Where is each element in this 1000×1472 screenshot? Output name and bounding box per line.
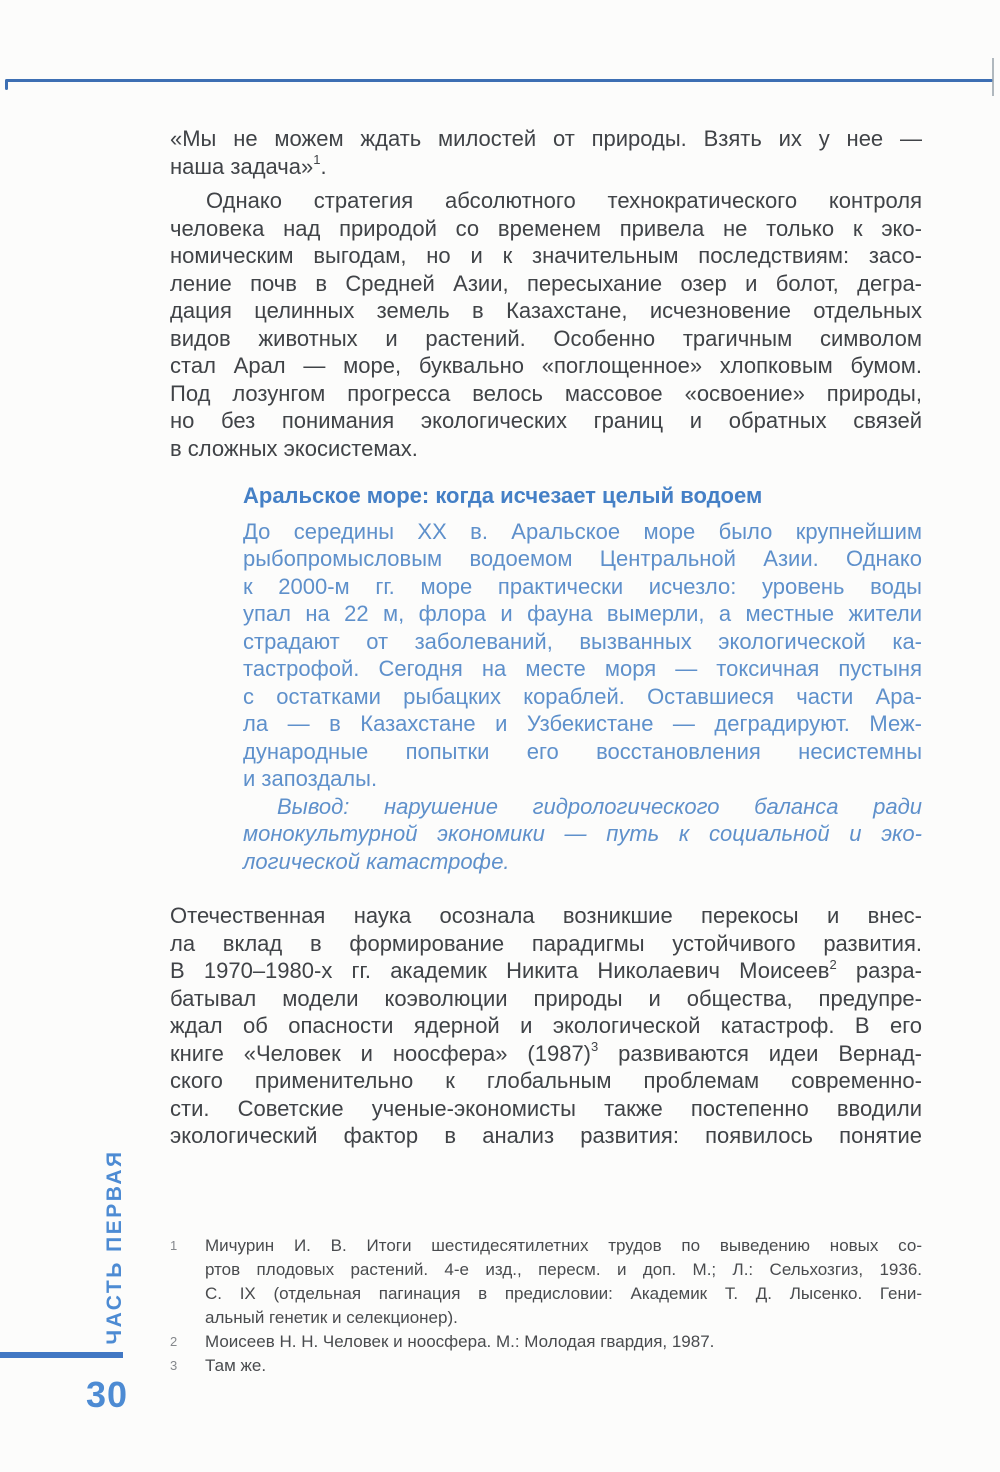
- text-line: До середины XX в. Аральское море было крупнейшим: [243, 518, 922, 544]
- footnote-2: [170, 1330, 922, 1354]
- footnote-1: [170, 1234, 922, 1330]
- footnote-marker: 1: [170, 1237, 178, 1253]
- aral-callout: [243, 482, 922, 875]
- body-paragraph-1: [170, 187, 922, 462]
- text-line: батывал модели коэволюции природы и общества, предупре-: [170, 985, 922, 1011]
- text-line: человека над природой со временем привела не только к эко-: [170, 215, 922, 241]
- text-line: альный генетик и селекционер).: [205, 1307, 458, 1327]
- callout-heading: Аральское море: когда исчезает целый водоем: [243, 483, 763, 508]
- top-rule: [5, 79, 993, 82]
- text-line: тастрофой. Сегодня на месте моря — токсичная пустыня: [243, 656, 922, 681]
- text-line: дународные попытки его восстановления несистемны: [243, 738, 922, 764]
- part-label: ЧАСТЬ ПЕРВАЯ: [103, 1149, 126, 1345]
- text-line: Однако стратегия абсолютного технократического контроля: [206, 188, 922, 213]
- text-line: страдают от заболеваний, вызванных экологической ка-: [243, 628, 922, 654]
- callout-body: [243, 518, 922, 793]
- text-line: ла вклад в формирование парадигмы устойчивого развития.: [170, 930, 922, 956]
- text-line: ление почв в Средней Азии, пересыхание озер и болот, дегра-: [170, 270, 922, 296]
- footnote-text: Моисеев Н. Н. Человек и ноосфера. М.: Молодая гвардия, 1987.: [205, 1331, 715, 1351]
- text-line: монокультурной экономики — путь к социальной и эко-: [243, 821, 922, 846]
- text-line: логической катастрофе.: [243, 848, 510, 874]
- text-line: Отечественная наука осознала возникшие перекосы и внес-: [170, 903, 922, 928]
- footnote-ref-2: 2: [829, 956, 837, 972]
- text-line: рыбопромысловым водоемом Центральной Азии. Однако: [243, 546, 922, 571]
- text-line: Под лозунгом прогресса велось массовое «освоение» природы,: [170, 380, 922, 406]
- text-column: [170, 125, 922, 1378]
- text-line: ла — в Казахстане и Узбекистане — деградируют. Меж-: [243, 711, 922, 736]
- text-line: экологический фактор в анализ развития: появилось понятие: [170, 1123, 922, 1148]
- footnote-ref-3: 3: [591, 1039, 599, 1055]
- text-segment: книге «Человек и ноосфера» (1987): [170, 1040, 592, 1066]
- callout-conclusion: [243, 793, 922, 876]
- footnote-marker: 2: [170, 1333, 178, 1349]
- text-line: «Мы не можем ждать милостей от природы. Взять их у нее —: [170, 126, 922, 151]
- footnote-text: [205, 1234, 922, 1330]
- bottom-rule: [0, 1352, 123, 1358]
- body-paragraph-2: [170, 902, 922, 1150]
- text-segment: разра-: [836, 958, 922, 983]
- page-edge-tick: [992, 58, 994, 96]
- text-segment: развиваются идеи Вернад-: [598, 1040, 923, 1066]
- text-line: дация целинных земель в Казахстане, исчезновение отдельных: [170, 298, 922, 323]
- text-line: в сложных экосистемах.: [170, 435, 418, 461]
- text-segment: В 1970–1980-х гг. академик Никита Николаевич Моисеев: [170, 958, 830, 983]
- text-line: и запоздалы.: [243, 766, 378, 791]
- quote-text: наша задача»: [170, 153, 314, 179]
- text-line: [170, 153, 922, 181]
- text-line: но без понимания экологических границ и обратных связей: [170, 408, 922, 433]
- text-line: [170, 957, 922, 985]
- text-line: упал на 22 м, флора и фауна вымерли, а местные жители: [243, 601, 922, 626]
- text-line: Мичурин И. В. Итоги шестидесятилетних трудов по выведению новых со-: [205, 1235, 922, 1255]
- text-line: С. IX (отдельная пагинация в предисловии: Академик Т. Д. Лысенко. Гени-: [205, 1283, 922, 1303]
- quote-tail: .: [320, 153, 327, 179]
- footnote-ref-1: 1: [313, 152, 321, 168]
- footnotes: [170, 1234, 922, 1378]
- text-line: ртов плодовых растений. 4-е изд., пересм. и доп. М.; Л.: Сельхозгиз, 1936.: [205, 1259, 922, 1279]
- text-line: ждал об опасности ядерной и экологической катастроф. В его: [170, 1013, 922, 1038]
- top-rule-left-hook: [5, 80, 8, 90]
- text-line: ского применительно к глобальным проблемам современно-: [170, 1068, 922, 1093]
- opening-quote-paragraph: [170, 125, 922, 180]
- text-line: к 2000-м гг. море практически исчезло: уровень воды: [243, 573, 922, 599]
- text-line: стал Арал — море, буквально «поглощенное» хлопковым бумом.: [170, 353, 922, 378]
- text-line: с остатками рыбацких кораблей. Оставшиеся части Ара-: [243, 683, 922, 709]
- text-line: видов животных и растений. Особенно трагичным символом: [170, 325, 922, 351]
- footnote-marker: 3: [170, 1357, 178, 1373]
- text-line: [170, 1040, 922, 1068]
- page-number: 30: [86, 1374, 129, 1415]
- text-line: Вывод: нарушение гидрологического баланса ради: [277, 793, 922, 819]
- text-line: номическим выгодам, но и к значительным последствиям: засо-: [170, 243, 922, 268]
- text-line: сти. Советские ученые-экономисты также постепенно вводили: [170, 1095, 922, 1121]
- footnote-3: [170, 1354, 922, 1378]
- footnote-text: Там же.: [205, 1355, 267, 1375]
